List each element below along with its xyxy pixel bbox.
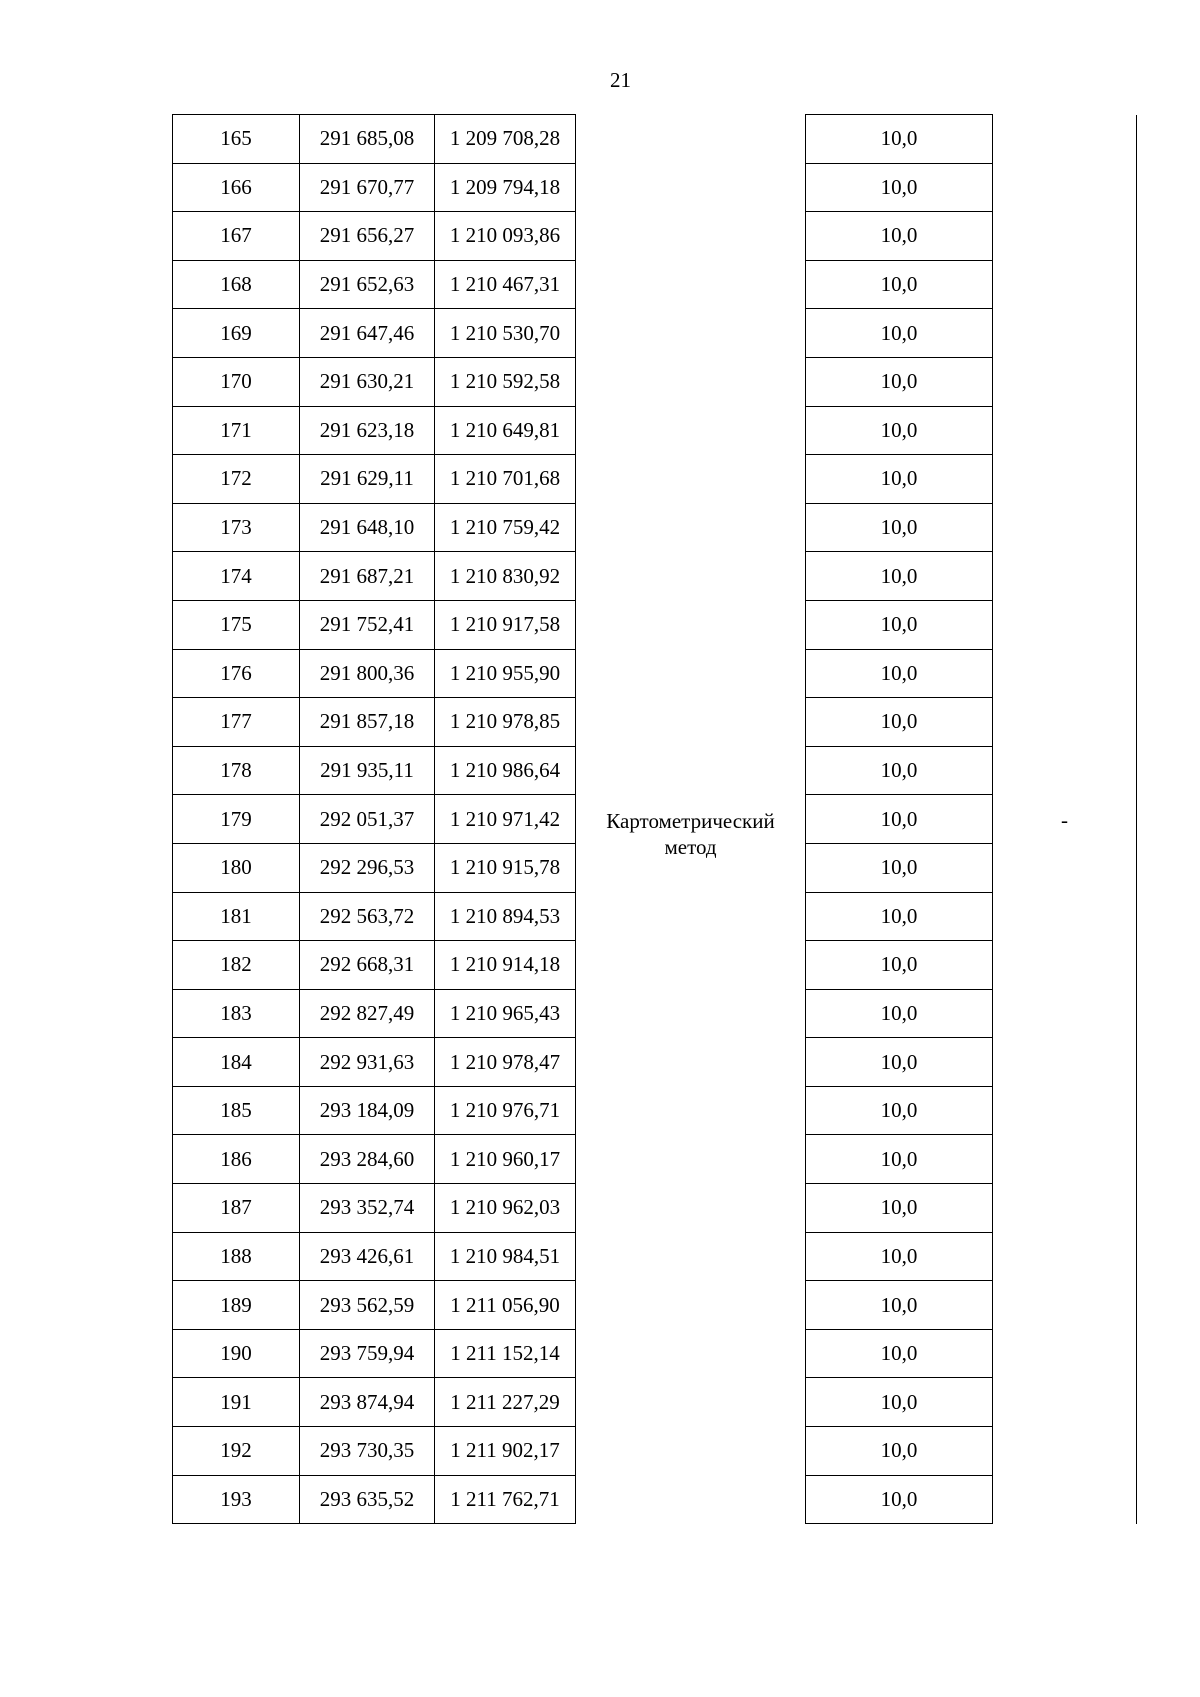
page-number: 21: [610, 68, 631, 92]
y-coordinate-cell: 1 210 530,70: [435, 309, 576, 358]
point-number-cell: 177: [173, 698, 300, 747]
x-coordinate-cell: 293 759,94: [300, 1329, 435, 1378]
precision-cell: 10,0: [806, 1038, 993, 1087]
point-number-cell: 185: [173, 1086, 300, 1135]
point-number-cell: 172: [173, 455, 300, 504]
coordinates-table-body: [173, 115, 1137, 1524]
y-coordinate-cell: 1 210 976,71: [435, 1086, 576, 1135]
x-coordinate-cell: 293 352,74: [300, 1184, 435, 1233]
precision-cell: 10,0: [806, 1378, 993, 1427]
point-number-cell: 176: [173, 649, 300, 698]
x-coordinate-cell: 293 284,60: [300, 1135, 435, 1184]
point-number-cell: 181: [173, 892, 300, 941]
precision-cell: 10,0: [806, 1281, 993, 1330]
y-coordinate-cell: 1 210 592,58: [435, 357, 576, 406]
y-coordinate-cell: 1 210 971,42: [435, 795, 576, 844]
point-number-cell: 179: [173, 795, 300, 844]
precision-cell: 10,0: [806, 1475, 993, 1524]
precision-cell: 10,0: [806, 1329, 993, 1378]
point-number-cell: 178: [173, 746, 300, 795]
method-cell: [576, 115, 806, 1524]
point-number-cell: 186: [173, 1135, 300, 1184]
method-text-line1: Картометрический: [606, 809, 775, 834]
precision-cell: 10,0: [806, 503, 993, 552]
y-coordinate-cell: 1 210 960,17: [435, 1135, 576, 1184]
point-number-cell: 192: [173, 1427, 300, 1476]
precision-cell: 10,0: [806, 698, 993, 747]
x-coordinate-cell: 292 668,31: [300, 941, 435, 990]
precision-cell: 10,0: [806, 941, 993, 990]
point-number-cell: 180: [173, 843, 300, 892]
precision-cell: 10,0: [806, 1135, 993, 1184]
precision-cell: 10,0: [806, 1086, 993, 1135]
point-number-cell: 189: [173, 1281, 300, 1330]
y-coordinate-cell: 1 211 902,17: [435, 1427, 576, 1476]
point-number-cell: 183: [173, 989, 300, 1038]
point-number-cell: 170: [173, 357, 300, 406]
y-coordinate-cell: 1 210 962,03: [435, 1184, 576, 1233]
x-coordinate-cell: 293 874,94: [300, 1378, 435, 1427]
y-coordinate-cell: 1 211 152,14: [435, 1329, 576, 1378]
y-coordinate-cell: 1 210 914,18: [435, 941, 576, 990]
point-number-cell: 168: [173, 260, 300, 309]
x-coordinate-cell: 291 935,11: [300, 746, 435, 795]
precision-cell: 10,0: [806, 746, 993, 795]
x-coordinate-cell: 291 623,18: [300, 406, 435, 455]
x-coordinate-cell: 291 685,08: [300, 115, 435, 164]
point-number-cell: 182: [173, 941, 300, 990]
point-number-cell: 171: [173, 406, 300, 455]
y-coordinate-cell: 1 210 467,31: [435, 260, 576, 309]
x-coordinate-cell: 293 426,61: [300, 1232, 435, 1281]
x-coordinate-cell: 292 051,37: [300, 795, 435, 844]
y-coordinate-cell: 1 210 915,78: [435, 843, 576, 892]
point-number-cell: 167: [173, 212, 300, 261]
x-coordinate-cell: 291 652,63: [300, 260, 435, 309]
point-number-cell: 190: [173, 1329, 300, 1378]
note-cell: -: [993, 115, 1137, 1524]
precision-cell: 10,0: [806, 1232, 993, 1281]
precision-cell: 10,0: [806, 455, 993, 504]
precision-cell: 10,0: [806, 163, 993, 212]
y-coordinate-cell: 1 210 830,92: [435, 552, 576, 601]
precision-cell: 10,0: [806, 406, 993, 455]
x-coordinate-cell: 291 752,41: [300, 600, 435, 649]
y-coordinate-cell: 1 211 762,71: [435, 1475, 576, 1524]
y-coordinate-cell: 1 210 965,43: [435, 989, 576, 1038]
y-coordinate-cell: 1 210 649,81: [435, 406, 576, 455]
precision-cell: 10,0: [806, 357, 993, 406]
precision-cell: 10,0: [806, 115, 993, 164]
method-text-line2: метод: [664, 835, 717, 860]
x-coordinate-cell: 291 647,46: [300, 309, 435, 358]
precision-cell: 10,0: [806, 795, 993, 844]
precision-cell: 10,0: [806, 1184, 993, 1233]
y-coordinate-cell: 1 210 894,53: [435, 892, 576, 941]
point-number-cell: 193: [173, 1475, 300, 1524]
x-coordinate-cell: 291 857,18: [300, 698, 435, 747]
x-coordinate-cell: 292 931,63: [300, 1038, 435, 1087]
point-number-cell: 174: [173, 552, 300, 601]
point-number-cell: 165: [173, 115, 300, 164]
point-number-cell: 175: [173, 600, 300, 649]
x-coordinate-cell: 291 670,77: [300, 163, 435, 212]
precision-cell: 10,0: [806, 1427, 993, 1476]
point-number-cell: 169: [173, 309, 300, 358]
precision-cell: 10,0: [806, 212, 993, 261]
x-coordinate-cell: 291 656,27: [300, 212, 435, 261]
precision-cell: 10,0: [806, 600, 993, 649]
point-number-cell: 191: [173, 1378, 300, 1427]
precision-cell: 10,0: [806, 989, 993, 1038]
x-coordinate-cell: 291 630,21: [300, 357, 435, 406]
x-coordinate-cell: 292 563,72: [300, 892, 435, 941]
point-number-cell: 173: [173, 503, 300, 552]
y-coordinate-cell: 1 210 978,47: [435, 1038, 576, 1087]
x-coordinate-cell: 291 629,11: [300, 455, 435, 504]
y-coordinate-cell: 1 210 917,58: [435, 600, 576, 649]
point-number-cell: 166: [173, 163, 300, 212]
y-coordinate-cell: 1 210 984,51: [435, 1232, 576, 1281]
y-coordinate-cell: 1 210 978,85: [435, 698, 576, 747]
x-coordinate-cell: 291 648,10: [300, 503, 435, 552]
y-coordinate-cell: 1 209 708,28: [435, 115, 576, 164]
y-coordinate-cell: 1 210 093,86: [435, 212, 576, 261]
precision-cell: 10,0: [806, 552, 993, 601]
x-coordinate-cell: 293 730,35: [300, 1427, 435, 1476]
point-number-cell: 187: [173, 1184, 300, 1233]
y-coordinate-cell: 1 211 227,29: [435, 1378, 576, 1427]
coordinates-table: [172, 114, 1137, 1524]
x-coordinate-cell: 292 296,53: [300, 843, 435, 892]
x-coordinate-cell: 291 687,21: [300, 552, 435, 601]
precision-cell: 10,0: [806, 309, 993, 358]
y-coordinate-cell: 1 209 794,18: [435, 163, 576, 212]
y-coordinate-cell: 1 210 759,42: [435, 503, 576, 552]
x-coordinate-cell: 293 635,52: [300, 1475, 435, 1524]
x-coordinate-cell: 292 827,49: [300, 989, 435, 1038]
table-row: [173, 115, 1137, 164]
point-number-cell: 184: [173, 1038, 300, 1087]
y-coordinate-cell: 1 210 955,90: [435, 649, 576, 698]
precision-cell: 10,0: [806, 843, 993, 892]
precision-cell: 10,0: [806, 649, 993, 698]
x-coordinate-cell: 293 562,59: [300, 1281, 435, 1330]
y-coordinate-cell: 1 211 056,90: [435, 1281, 576, 1330]
y-coordinate-cell: 1 210 701,68: [435, 455, 576, 504]
x-coordinate-cell: 291 800,36: [300, 649, 435, 698]
x-coordinate-cell: 293 184,09: [300, 1086, 435, 1135]
precision-cell: 10,0: [806, 892, 993, 941]
y-coordinate-cell: 1 210 986,64: [435, 746, 576, 795]
point-number-cell: 188: [173, 1232, 300, 1281]
precision-cell: 10,0: [806, 260, 993, 309]
